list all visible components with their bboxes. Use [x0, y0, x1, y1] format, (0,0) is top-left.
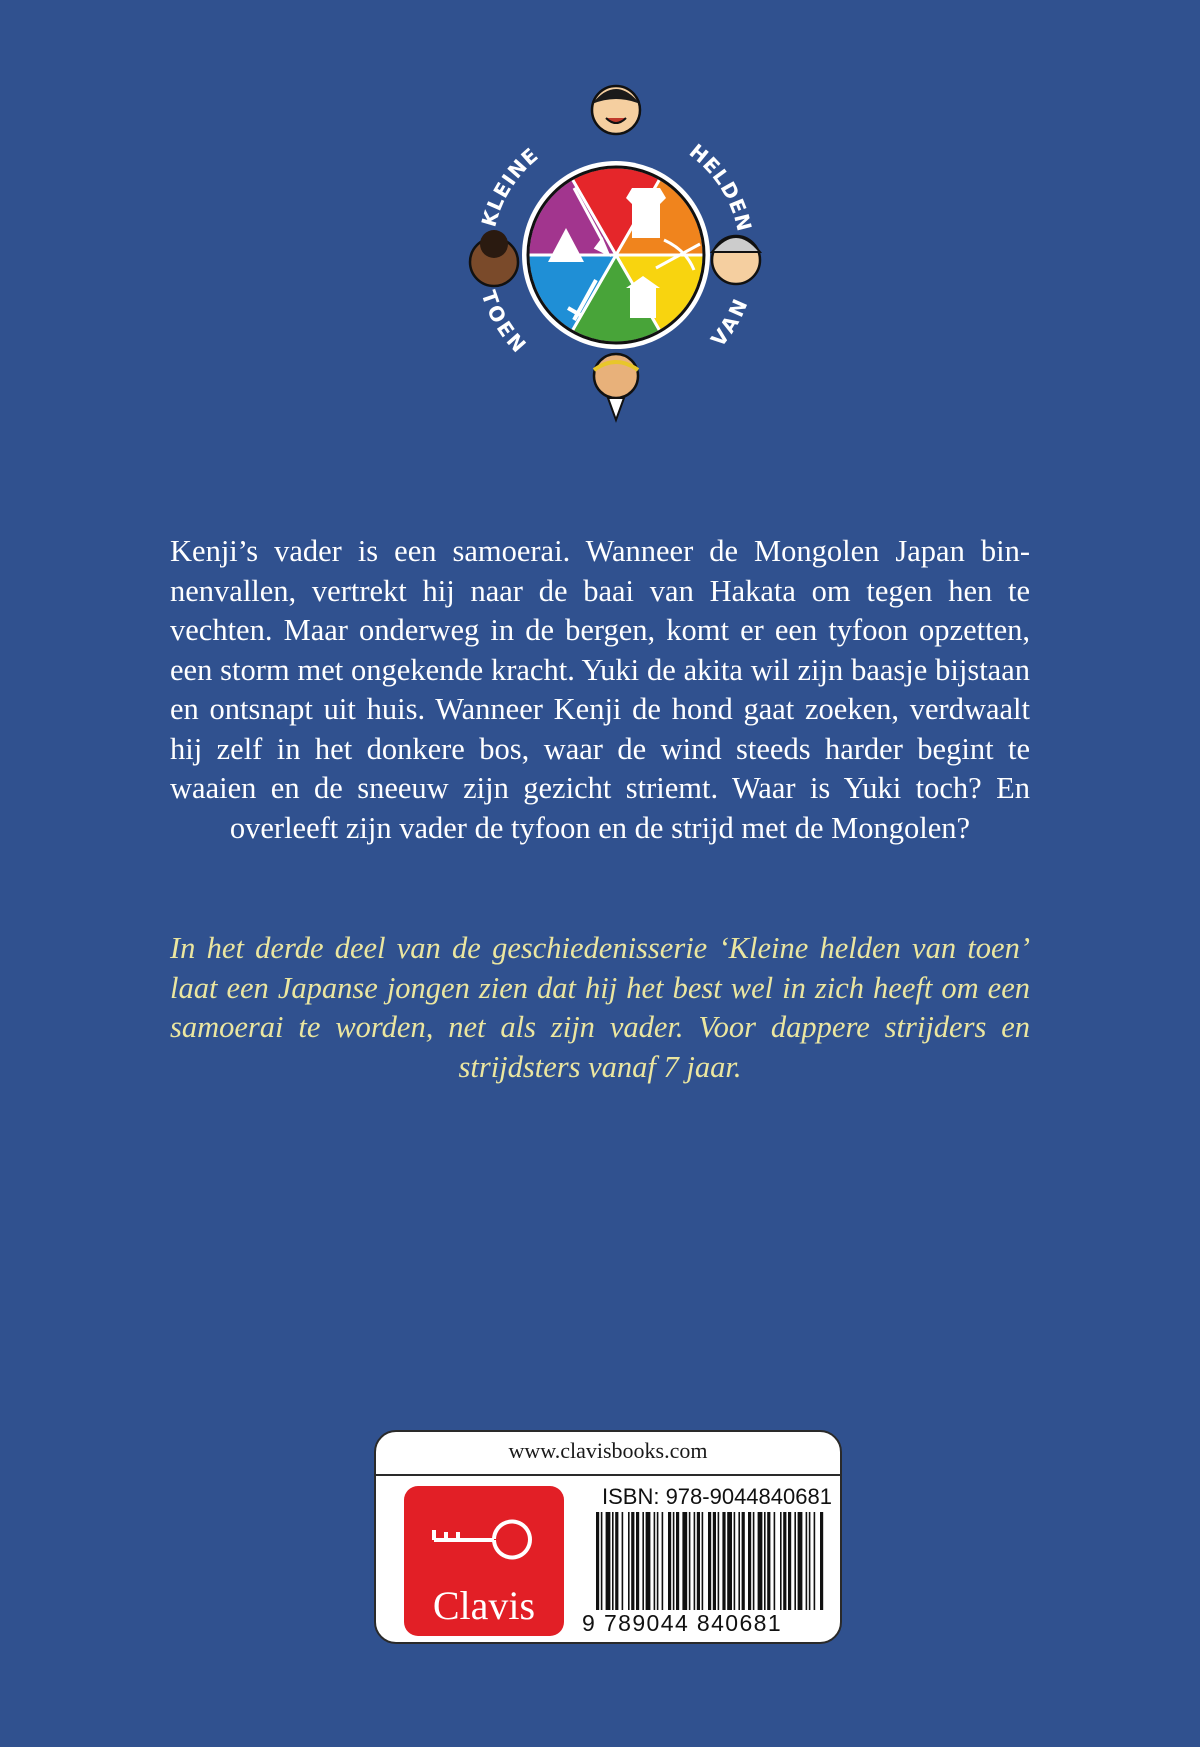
wheel-word-helden: HELDEN [684, 138, 757, 235]
publisher-logo [404, 1486, 564, 1636]
publisher-name: Clavis [432, 1583, 536, 1628]
barcode-bar [662, 1512, 664, 1610]
tunic-icon [626, 188, 666, 238]
child-left-illustration [470, 230, 518, 286]
barcode-bar [606, 1512, 611, 1610]
barcode-bar [694, 1512, 696, 1610]
series-wheel-logo [456, 80, 776, 430]
barcode-bar [673, 1512, 675, 1610]
barcode-bar [622, 1512, 624, 1610]
barcode-bar [806, 1512, 808, 1610]
publisher-website: www.clavisbooks.com [508, 1438, 708, 1463]
barcode-bar [722, 1512, 725, 1610]
barcode-bar [697, 1512, 700, 1610]
barcode-bar [742, 1512, 745, 1610]
barcode-bar [615, 1512, 618, 1610]
barcode-bar [612, 1512, 614, 1610]
barcode-bar [713, 1512, 716, 1610]
barcode-bar [820, 1512, 823, 1610]
wheel-word-kleine: KLEINE [476, 142, 544, 230]
barcode-bar [734, 1512, 736, 1610]
barcode-bar [809, 1512, 811, 1610]
barcode-bar [654, 1512, 656, 1610]
barcode-panel-divider [376, 1474, 840, 1476]
barcode-bar [788, 1512, 791, 1610]
barcode-panel [374, 1430, 842, 1644]
barcode-bar [767, 1512, 770, 1610]
barcode-bar [601, 1512, 603, 1610]
child-right-illustration [712, 236, 760, 284]
barcode-bar [718, 1512, 720, 1610]
barcode-bar [642, 1512, 644, 1610]
wheel-word-van: VAN [705, 294, 753, 352]
barcode-digits: 9 789044 840681 [582, 1610, 783, 1636]
child-bottom-illustration [594, 354, 638, 420]
barcode-bar [794, 1512, 796, 1610]
barcode-bar [708, 1512, 711, 1610]
child-top-illustration [592, 86, 640, 134]
barcode-bar [636, 1512, 639, 1610]
barcode-bar [783, 1512, 786, 1610]
barcode-bar [646, 1512, 651, 1610]
barcode-bar [676, 1512, 679, 1610]
barcode-bar [631, 1512, 634, 1610]
back-cover-description: Kenji’s vader is een samoerai. Wanneer de Mongolen Japan binnenvallen, vertrekt hij naar de baai van Hakata om tegen hen te vechten. Maar onderweg in de bergen, komt er een tyfoon opzetten, een storm met ongekende kracht. Yuki de akita wil zijn baasje bijstaan en ontsnapt uit huis. Wanneer Kenji de hond gaat zoeken, verdwaalt hij zelf in het donkere bos, waar de wind steeds harder begint te waaien en de sneeuw zijn gezicht striemt. Waar is Yuki toch? En overleeft zijn vader de tyfoon en de strijd met de Mongolen? [170, 534, 1030, 845]
key-icon [424, 1510, 544, 1570]
barcode-bar [780, 1512, 782, 1610]
barcode [594, 1512, 824, 1610]
barcode-bar [668, 1512, 671, 1610]
barcode-bar [738, 1512, 740, 1610]
barcode-bar [596, 1512, 599, 1610]
barcode-bar [702, 1512, 704, 1610]
isbn-label: ISBN: 978-9044840681 [602, 1484, 832, 1509]
barcode-bar [764, 1512, 766, 1610]
barcode-bar [758, 1512, 763, 1610]
barcode-bar [682, 1512, 687, 1610]
barcode-bar [727, 1512, 732, 1610]
wheel-word-toen: TOEN [476, 287, 532, 358]
barcode-bar [748, 1512, 751, 1610]
series-tagline: In het derde deel van de geschiedenisserie ‘Kleine helden van toen’ laat een Japanse jongen zien dat hij het best wel in zich heeft om een samoerai te worden, net als zijn vader. Voor dappere strijders en strijdsters vanaf 7 jaar. [170, 931, 1030, 1084]
barcode-bar [657, 1512, 659, 1610]
barcode-bar [774, 1512, 776, 1610]
barcode-bar [814, 1512, 816, 1610]
barcode-bar [753, 1512, 755, 1610]
barcode-bar [798, 1512, 803, 1610]
barcode-bar [628, 1512, 630, 1610]
barcode-bar [689, 1512, 691, 1610]
